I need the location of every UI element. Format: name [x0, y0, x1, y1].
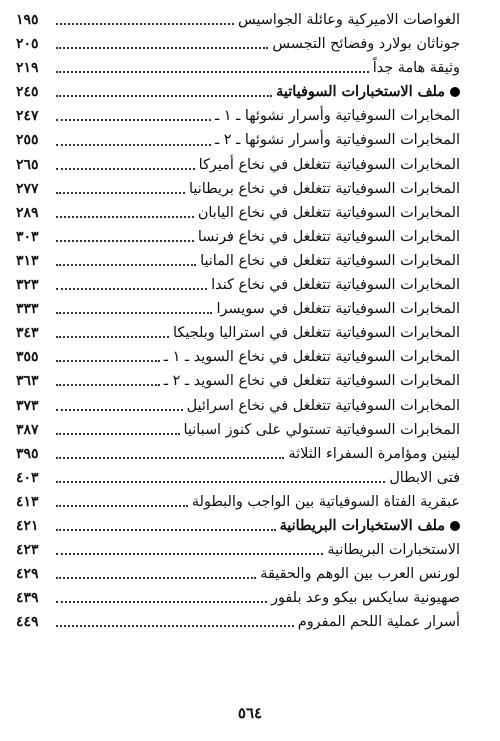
entry-title: المخابرات السوفياتية تستولي على كنوز اسبانيا: [183, 421, 460, 438]
entry-title: وثيقة هامة جداً: [372, 60, 460, 77]
dot-leader: [56, 481, 385, 483]
entry-title: الغواصات الاميركية وعائلة الجواسيس: [238, 12, 460, 28]
dot-leader: [56, 71, 369, 73]
dot-leader: [56, 47, 268, 49]
entry-page-number: ٢٠٥: [16, 36, 39, 53]
entry-title: المخابرات السوفياتية تتغلغل في نخاع المانيا: [200, 252, 460, 269]
entry-page-number: ١٩٥: [16, 12, 39, 28]
toc-entry: [16, 586, 460, 610]
entry-title: ملف الاستخبارات البريطانية: [279, 516, 445, 534]
toc-entry: [16, 273, 460, 297]
toc-entry: [16, 153, 460, 177]
entry-title: فتى الابطال: [389, 469, 460, 486]
entry-page-number: ٣١٣: [16, 252, 39, 269]
entry-page-number: ٣٢٣: [16, 277, 39, 294]
toc-entry: [16, 8, 460, 32]
entry-title: المخابرات السوفياتية تتغلغل في استراليا وبلجيكا: [173, 325, 460, 342]
entry-title: المخابرات السوفياتية تتغلغل في نخاع السويد ـ ٢ ـ: [163, 373, 460, 390]
toc-entry: [16, 442, 460, 466]
toc-entry: [16, 466, 460, 490]
dot-leader: [56, 529, 276, 531]
dot-leader: [56, 625, 294, 627]
entry-title: صهيونية سايكس بيكو وعد بلفور: [271, 590, 460, 607]
dot-leader: [56, 240, 194, 242]
toc-entry: [16, 345, 460, 369]
toc-entry: [16, 177, 460, 201]
entry-page-number: ٤٢٩: [16, 566, 39, 583]
dot-leader: [56, 168, 195, 170]
entry-page-number: ٣٧٣: [16, 397, 39, 414]
entry-title: ملف الاستخبارات السوفياتية: [276, 83, 445, 101]
dot-leader: [56, 144, 211, 146]
toc-entry: [16, 128, 460, 152]
entry-title: المخابرات السوفياتية تتغلغل في نخاع أميركا: [198, 156, 460, 173]
toc-entry: [16, 490, 460, 514]
dot-leader: [56, 409, 183, 411]
toc-entry: [16, 56, 460, 80]
toc-entry: [16, 538, 460, 562]
entry-page-number: ٢٦٥: [16, 156, 39, 173]
dot-leader: [56, 95, 272, 97]
entry-title: المخابرات السوفياتية تتغلغل في نخاع بريطانيا: [189, 180, 460, 197]
entry-title: الاستخبارات البريطانية: [327, 542, 460, 559]
entry-title: المخابرات السوفياتية تتغلغل في نخاع اليابان: [197, 204, 460, 221]
entry-page-number: ٤١٣: [16, 493, 39, 510]
toc-entry: [16, 249, 460, 273]
dot-leader: [56, 577, 256, 579]
dot-leader: [56, 553, 323, 555]
dot-leader: [56, 312, 212, 314]
toc-entry: [16, 225, 460, 249]
entry-title: لورنس العرب بين الوهم والحقيقة: [260, 566, 460, 583]
entry-page-number: ٢٤٥: [16, 84, 39, 101]
entry-title: المخابرات السوفياتية تتغلغل في نخاع فرنسا: [197, 228, 460, 245]
dot-leader: [56, 119, 211, 121]
dot-leader: [56, 433, 180, 435]
dot-leader: [56, 384, 160, 386]
dot-leader: [56, 457, 284, 459]
toc-entry: [16, 104, 460, 128]
toc-entry: [16, 201, 460, 225]
entry-title: أسرار عملية اللحم المفروم: [297, 614, 460, 631]
entry-title: المخابرات السوفياتية تتغلغل في سويسرا: [216, 301, 460, 318]
toc-entry: [16, 297, 460, 321]
entry-title: المخابرات السوفياتية وأسرار نشوئها ـ ١ ـ: [214, 108, 460, 125]
entry-page-number: ٤٤٩: [16, 614, 39, 631]
dot-leader: [56, 336, 169, 338]
entry-page-number: ٤٢١: [16, 517, 39, 534]
entry-title: المخابرات السوفياتية تتغلغل في نخاع اسرائيل: [186, 397, 460, 414]
dot-leader: [56, 601, 267, 603]
toc-entry: [16, 610, 460, 634]
entry-page-number: ٢١٩: [16, 60, 39, 77]
entry-page-number: ٤٣٩: [16, 590, 39, 607]
entry-title: عبقرية الفتاة السوفياتية بين الواجب والبطولة: [191, 493, 460, 510]
toc-entry: [16, 418, 460, 442]
toc-entry: [16, 369, 460, 393]
toc-entry: [16, 562, 460, 586]
entry-title: لينين ومؤامرة السفراء الثلاثة: [288, 445, 460, 462]
section-heading-entry: [16, 514, 460, 538]
entry-page-number: ٣٦٣: [16, 373, 39, 390]
section-heading-entry: [16, 80, 460, 104]
entry-page-number: ٤٢٣: [16, 542, 39, 559]
entry-page-number: ٢٨٩: [16, 204, 39, 221]
dot-leader: [56, 505, 188, 507]
dot-leader: [56, 216, 194, 218]
entry-title: المخابرات السوفياتية تتغلغل في نخاع كندا: [211, 277, 460, 294]
entry-title: المخابرات السوفياتية وأسرار نشوئها ـ ٢ ـ: [214, 132, 460, 149]
dot-leader: [56, 288, 207, 290]
entry-page-number: ٣٥٥: [16, 349, 39, 366]
entry-title: جوناثان بولارد وفضائح التجسس: [272, 36, 460, 53]
entry-page-number: ٢٤٧: [16, 108, 39, 125]
toc-entry: [16, 321, 460, 345]
dot-leader: [56, 264, 196, 266]
entry-title: المخابرات السوفياتية تتغلغل في نخاع السويد ـ ١ ـ: [163, 349, 460, 366]
entry-page-number: ٢٧٧: [16, 180, 39, 197]
entry-page-number: ٢٥٥: [16, 132, 39, 149]
table-of-contents: [16, 8, 460, 634]
entry-page-number: ٣٣٣: [16, 301, 39, 318]
toc-entry: [16, 394, 460, 418]
entry-page-number: ٣٠٣: [16, 228, 39, 245]
toc-entry: [16, 32, 460, 56]
entry-page-number: ٣٩٥: [16, 445, 39, 462]
entry-page-number: ٣٤٣: [16, 325, 39, 342]
dot-leader: [56, 192, 185, 194]
entry-page-number: ٤٠٣: [16, 469, 39, 486]
bullet-icon: [450, 521, 460, 531]
bullet-icon: [450, 87, 460, 97]
page-number: ٥٦٤: [237, 704, 263, 722]
dot-leader: [56, 360, 160, 362]
entry-page-number: ٣٨٧: [16, 421, 39, 438]
dot-leader: [56, 23, 234, 25]
